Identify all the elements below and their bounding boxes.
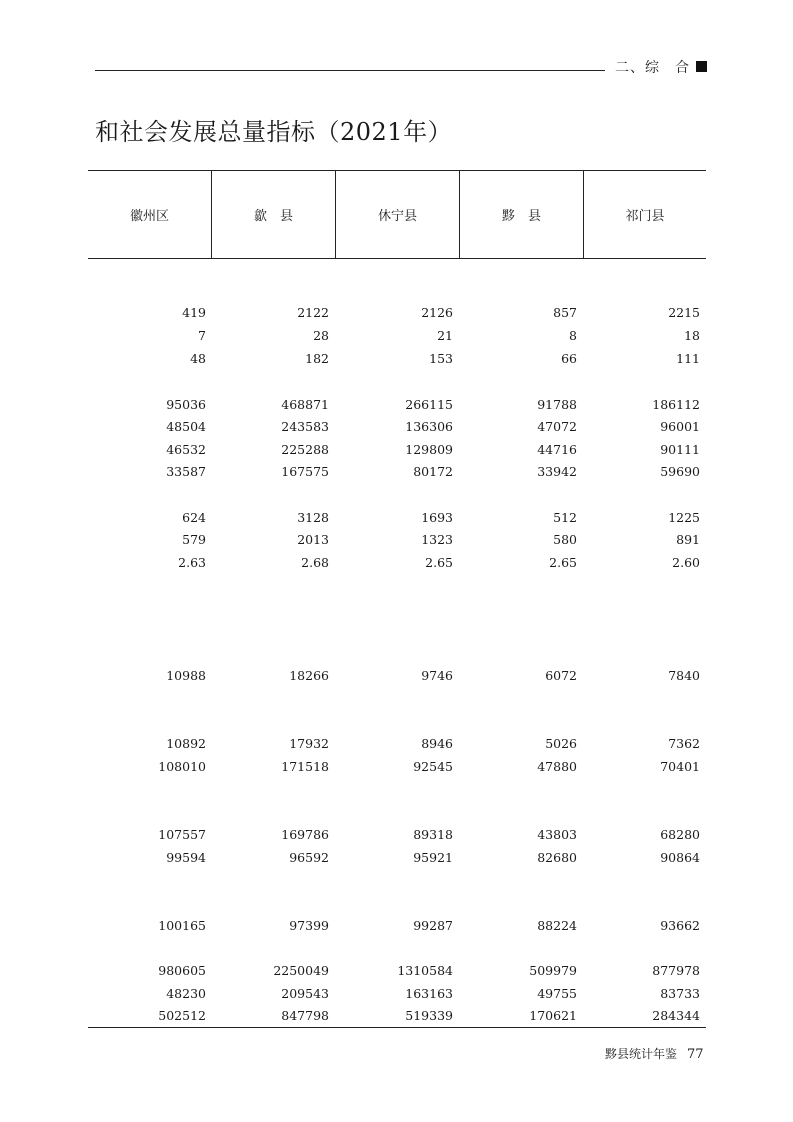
table-cell: 48230 xyxy=(166,986,206,1001)
table-cell: 209543 xyxy=(281,986,329,1001)
table-cell: 9746 xyxy=(421,668,453,683)
table-cell: 47880 xyxy=(537,759,577,774)
table-cell: 18 xyxy=(684,328,700,343)
table-cell: 44716 xyxy=(537,442,577,457)
table-row xyxy=(88,1006,706,1026)
table-cell: 1323 xyxy=(421,532,453,547)
table-cell: 847798 xyxy=(281,1008,329,1023)
table-cell: 10892 xyxy=(166,736,206,751)
table-cell: 519339 xyxy=(405,1008,453,1023)
table-cell: 18266 xyxy=(289,668,329,683)
table-cell: 59690 xyxy=(660,464,700,479)
table-cell: 68280 xyxy=(660,827,700,842)
table-cell: 70401 xyxy=(660,759,700,774)
table-cell: 10988 xyxy=(166,668,206,683)
table-row xyxy=(88,462,706,482)
black-square-icon xyxy=(696,61,707,72)
table-cell: 28 xyxy=(313,328,329,343)
table-cell: 92545 xyxy=(413,759,453,774)
table-row xyxy=(88,984,706,1004)
table-cell: 266115 xyxy=(405,397,453,412)
page-number: 77 xyxy=(687,1047,704,1062)
table-cell: 5026 xyxy=(545,736,577,751)
table-bottom-rule xyxy=(88,1027,706,1028)
table-cell: 89318 xyxy=(413,827,453,842)
table-cell: 129809 xyxy=(405,442,453,457)
table-cell: 243583 xyxy=(281,419,329,434)
table-cell: 93662 xyxy=(660,918,700,933)
table-cell: 171518 xyxy=(281,759,329,774)
table-header xyxy=(88,170,706,259)
column-header-shexian: 歙 县 xyxy=(253,209,293,224)
header-rule xyxy=(95,70,605,71)
table-cell: 83733 xyxy=(660,986,700,1001)
table-cell: 2.65 xyxy=(425,555,453,570)
page-title: 和社会发展总量指标（2021年） xyxy=(95,118,453,146)
table-cell: 111 xyxy=(676,351,700,366)
table-cell: 419 xyxy=(182,305,206,320)
table-cell: 95921 xyxy=(413,850,453,865)
table-cell: 21 xyxy=(437,328,453,343)
table-row xyxy=(88,508,706,528)
table-row xyxy=(88,395,706,415)
table-cell: 47072 xyxy=(537,419,577,434)
table-cell: 80172 xyxy=(413,464,453,479)
table-cell: 3128 xyxy=(297,510,329,525)
table-row xyxy=(88,757,706,777)
table-cell: 7362 xyxy=(668,736,700,751)
column-header-xiuning: 休宁县 xyxy=(377,209,417,224)
table-cell: 43803 xyxy=(537,827,577,842)
table-row xyxy=(88,666,706,686)
table-cell: 502512 xyxy=(158,1008,206,1023)
table-cell: 46532 xyxy=(166,442,206,457)
table-cell: 580 xyxy=(553,532,577,547)
table-cell: 2013 xyxy=(297,532,329,547)
table-cell: 107557 xyxy=(158,827,206,842)
table-cell: 99594 xyxy=(166,850,206,865)
table-cell: 48 xyxy=(190,351,206,366)
table-row xyxy=(88,848,706,868)
table-cell: 579 xyxy=(182,532,206,547)
table-cell: 2.65 xyxy=(549,555,577,570)
table-cell: 624 xyxy=(182,510,206,525)
table-cell: 95036 xyxy=(166,397,206,412)
table-cell: 980605 xyxy=(158,963,206,978)
table-cell: 2126 xyxy=(421,305,453,320)
table-cell: 17932 xyxy=(289,736,329,751)
table-cell: 169786 xyxy=(281,827,329,842)
table-cell: 225288 xyxy=(281,442,329,457)
table-cell: 2.60 xyxy=(672,555,700,570)
table-cell: 91788 xyxy=(537,397,577,412)
table-cell: 7840 xyxy=(668,668,700,683)
table-cell: 6072 xyxy=(545,668,577,683)
table-cell: 2250049 xyxy=(273,963,329,978)
table-cell: 88224 xyxy=(537,918,577,933)
table-cell: 1310584 xyxy=(397,963,453,978)
table-row xyxy=(88,916,706,936)
table-cell: 90864 xyxy=(660,850,700,865)
table-cell: 33942 xyxy=(537,464,577,479)
table-cell: 96592 xyxy=(289,850,329,865)
table-row xyxy=(88,734,706,754)
table-cell: 82680 xyxy=(537,850,577,865)
table-cell: 8946 xyxy=(421,736,453,751)
publication-name: 黟县统计年鉴 xyxy=(605,1047,678,1061)
table-cell: 108010 xyxy=(158,759,206,774)
table-row xyxy=(88,825,706,845)
table-cell: 186112 xyxy=(652,397,700,412)
table-cell: 163163 xyxy=(405,986,453,1001)
table-row xyxy=(88,417,706,437)
column-header-yixian: 黟 县 xyxy=(501,209,541,224)
table-cell: 49755 xyxy=(537,986,577,1001)
table-cell: 136306 xyxy=(405,419,453,434)
table-row xyxy=(88,961,706,981)
table-cell: 97399 xyxy=(289,918,329,933)
table-cell: 66 xyxy=(561,351,577,366)
table-row xyxy=(88,440,706,460)
table-row xyxy=(88,303,706,323)
section-label xyxy=(615,57,707,77)
table-row xyxy=(88,530,706,550)
table-cell: 96001 xyxy=(660,419,700,434)
table-cell: 90111 xyxy=(660,442,700,457)
table-cell: 33587 xyxy=(166,464,206,479)
table-cell: 7 xyxy=(198,328,206,343)
table-cell: 509979 xyxy=(529,963,577,978)
table-cell: 2215 xyxy=(668,305,700,320)
table-cell: 2122 xyxy=(297,305,329,320)
table-cell: 877978 xyxy=(652,963,700,978)
table-cell: 2.63 xyxy=(178,555,206,570)
section-label-text: 二、综 合 xyxy=(615,60,690,76)
table-cell: 8 xyxy=(569,328,577,343)
page-footer xyxy=(605,1045,704,1062)
table-cell: 170621 xyxy=(529,1008,577,1023)
table-row xyxy=(88,553,706,573)
table-cell: 100165 xyxy=(158,918,206,933)
table-cell: 857 xyxy=(553,305,577,320)
table-cell: 512 xyxy=(553,510,577,525)
table-cell: 284344 xyxy=(652,1008,700,1023)
table-cell: 153 xyxy=(429,351,453,366)
table-cell: 182 xyxy=(305,351,329,366)
table-cell: 468871 xyxy=(281,397,329,412)
column-header-huizhou: 徽州区 xyxy=(129,209,169,224)
column-header-qimen: 祁门县 xyxy=(625,209,665,224)
table-cell: 167575 xyxy=(281,464,329,479)
table-cell: 48504 xyxy=(166,419,206,434)
table-cell: 2.68 xyxy=(301,555,329,570)
table-cell: 99287 xyxy=(413,918,453,933)
table-cell: 891 xyxy=(676,532,700,547)
table-row xyxy=(88,326,706,346)
table-cell: 1693 xyxy=(421,510,453,525)
table-row xyxy=(88,349,706,369)
table-cell: 1225 xyxy=(668,510,700,525)
